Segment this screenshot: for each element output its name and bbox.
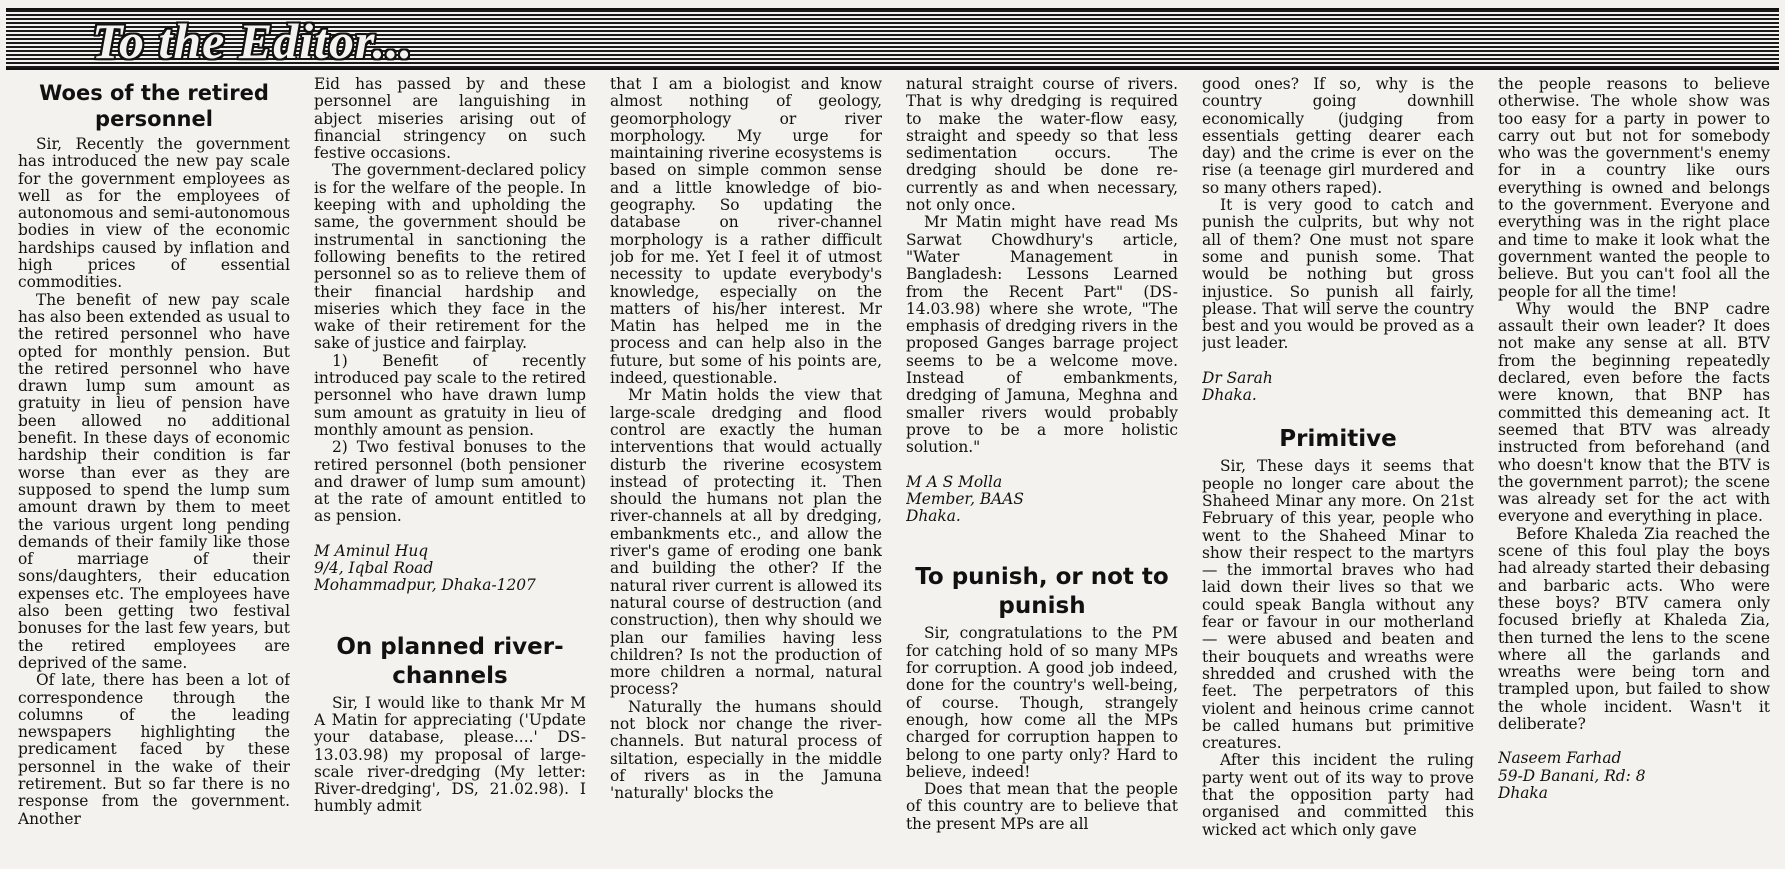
letter-paragraph: 2) Two festival bonuses to the retired personnel (both pensioner and drawer of lump sum amount) at the rate of amount entitled to as pension. [314, 438, 586, 526]
letter-paragraph: Mr Matin might have read Ms Sarwat Chowdhury's article, "Water Management in Bangladesh: Lessons Learned from the Recent Part" (DS-14.03.98) where she wrote, "The emphasis of dredging rivers in the proposed Ganges barrage project seems to be a welcome move. Instead of embankments, dredging of Jamuna, Meghna and smaller rivers would probably prove to be a more holistic solution." [906, 213, 1178, 457]
letter-signature [1498, 750, 1770, 802]
letter-paragraph: Sir, I would like to thank Mr M A Matin for appreciating ('Update your database, please....' DS-13.03.98) my proposal of large-scale river-dredging (My letter: River-dredging', DS, 21.02.98). I humbly admit [314, 693, 586, 816]
letter-paragraph: The government-declared policy is for the welfare of the people. In keeping with and upholding the same, the government should be instrumental in sanctioning the following benefits to the retired personnel so as to relieve them of their financial hardship and miseries which they face in the wake of their retirement for the sake of justice and fairplay. [314, 161, 586, 353]
letter-headline: Woes of the retired personnel [39, 81, 269, 131]
signature-line: Dhaka [1498, 783, 1548, 802]
letter-paragraph: The benefit of new pay scale has also been extended as usual to the retired personnel who have opted for monthly pension. But the retired personnel who have drawn lump sum amount as gratuity in lieu of pension have been allowed no additional benefit. In these days of economic hardship their condition is far worse than ever as they are supposed to spend the lump sum amount drawn by them to meet the various urgent long pending demands of their family like those of marriage of their sons/daughters, their education expenses etc. The employees have also been getting two festival bonuses for the last few years, but the retired employees are deprived of the same. [18, 290, 290, 672]
column-4 [906, 76, 1178, 864]
banner-title: To the Editor... [92, 13, 414, 69]
letter-paragraph: Does that mean that the people of this country are to believe that the present MPs are all [906, 780, 1178, 833]
letter-paragraph: Before Khaleda Zia reached the scene of this foul play the boys had already started their debasing and barbaric acts. Who were these boys? BTV camera only focused briefly at Khaleda Zia, then turned the lens to the scene where all the garlands and wreaths were being torn and trampled upon, but failed to show the whole incident. Wasn't it deliberate? [1498, 524, 1770, 733]
signature-line: Dhaka. [906, 507, 961, 526]
column-6 [1498, 76, 1770, 864]
letter-paragraph: It is very good to catch and punish the culprits, but why not all of them? One must not spare some and punish some. That would be nothing but gross injustice. So punish all fairly, please. That will serve the country best and you would be proved as a just leader. [1202, 196, 1474, 353]
column-5 [1202, 76, 1474, 864]
signature-line: M Aminul Huq [314, 541, 429, 560]
letter-paragraph: After this incident the ruling party went out of its way to prove that the opposition party had organised and committed this wicked act which only gave [1202, 751, 1474, 839]
letter-paragraph: that I am a biologist and know almost nothing of geology, geomorphology or river morphology. My urge for maintaining riverine ecosystems is based on simple common sense and a little knowledge of bio-geography. So updating the database on river-channel morphology is a rather difficult job for me. Yet I feel it of utmost necessity to update everybody's knowledge, especially on the matters of his/her interest. Mr Matin has helped me in the process and can help also in the future, but some of his points are, indeed, questionable. [610, 76, 882, 388]
letter-paragraph: Sir, These days it seems that people no longer care about the Shaheed Minar any more. On 21st February of this year, people who went to the Shaheed Minar to show their respect to the martyrs — the immortal braves who had laid down their lives so that we could speak Bangla without any fear or favour in our motherland — were abused and beaten and their bouquets and wreaths were shredded and crushed with the feet. The perpetrators of this violent and heinous crime cannot be called humans but primitive creatures. [1202, 457, 1474, 753]
signature-line: Mohammadpur, Dhaka-1207 [314, 576, 536, 595]
signature-line: Dr Sarah [1202, 368, 1273, 387]
column-1 [18, 76, 290, 864]
signature-line: Dhaka. [1202, 386, 1257, 405]
letter-headline: Primitive [1279, 426, 1397, 453]
letter-paragraph: Why would the BNP cadre assault their own leader? It does not make any sense at all. BTV from the beginning repeatedly declared, even before the facts were known, that BNP has committed this demeaning act. It seemed that BTV was already instructed from beforehand (and who doesn't know that the BTV is the government parrot); the scene was already set for the act with everyone and everything in place. [1498, 299, 1770, 526]
letter-paragraph: Sir, Recently the government has introduced the new pay scale for the government employees as well as for the employees of autonomous and semi-autonomous bodies in view of the economic hardships caused by inflation and high prices of essential commodities. [18, 135, 290, 292]
letter-paragraph: Mr Matin holds the view that large-scale dredging and flood control are exactly the human interventions that would actually disturb the riverine ecosystem instead of protecting it. Then should the humans not plan the river-channels at all by dredging, embankments etc., and allow the river's game of eroding one bank and building the other? If the natural river current is allowed its natural course of destruction (and construction), then why should we plan our families having less children? Is not the production of more children a normal, natural process? [610, 386, 882, 699]
letter-paragraph: Eid has passed by and these personnel are languishing in abject miseries arising out of financial stringency on such festive occasions. [314, 76, 586, 163]
letter-signature [906, 474, 1178, 526]
letter-headline: On planned river-channels [336, 633, 564, 689]
signature-line: M A S Molla [906, 472, 1003, 491]
letter-paragraph: Naturally the humans should not block nor change the river-channels. But natural process of siltation, especially in the middle of rivers as in the Jamuna 'naturally' blocks the [610, 697, 882, 803]
letter-signature [314, 543, 586, 595]
signature-line: Naseem Farhad [1498, 749, 1622, 768]
letter-paragraph: good ones? If so, why is the country going downhill economically (judging from essentials getting dearer each day) and the crime is ever on the rise (a teenage girl murdered and so many others raped). [1202, 76, 1474, 197]
letter-paragraph: natural straight course of rivers. That is why dredging is required to make the water-flow easy, straight and speedy so that less sedimentation occurs. The dredging should be done re-currently as and when necessary, not only once. [906, 76, 1178, 215]
letter-paragraph: Of late, there has been a lot of correspondence through the columns of the leading newspapers highlighting the predicament faced by these personnel in the wake of their retirement. But so far there is no response from the government. Another [18, 671, 290, 828]
signature-line: Member, BAAS [906, 489, 1024, 508]
signature-line: 59-D Banani, Rd: 8 [1498, 766, 1646, 785]
letter-signature [1202, 370, 1474, 405]
letter-headline: To punish, or not to punish [915, 564, 1169, 620]
letter-paragraph: Sir, congratulations to the PM for catching hold of so many MPs for corruption. A good job indeed, done for the country's well-being, of course. Though, strangely enough, how come all the MPs charged for corruption happen to belong to one party only? Hard to believe, indeed! [906, 624, 1178, 781]
section-banner [6, 8, 1779, 70]
letter-paragraph: 1) Benefit of recently introduced pay scale to the retired personnel who have drawn lump sum amount as gratuity in lieu of monthly amount as pension. [314, 351, 586, 439]
column-3 [610, 76, 882, 864]
letter-paragraph: the people reasons to believe otherwise. The whole show was too easy for a party in power to carry out but not for somebody who was the government's enemy for in a country like ours everything is owned and belongs to the government. Everyone and everything was in the right place and time to make it look what the government wanted the people to believe. But you can't fool all the people for all the time! [1498, 76, 1770, 301]
signature-line: 9/4, Iqbal Road [314, 559, 434, 578]
column-2 [314, 76, 586, 864]
